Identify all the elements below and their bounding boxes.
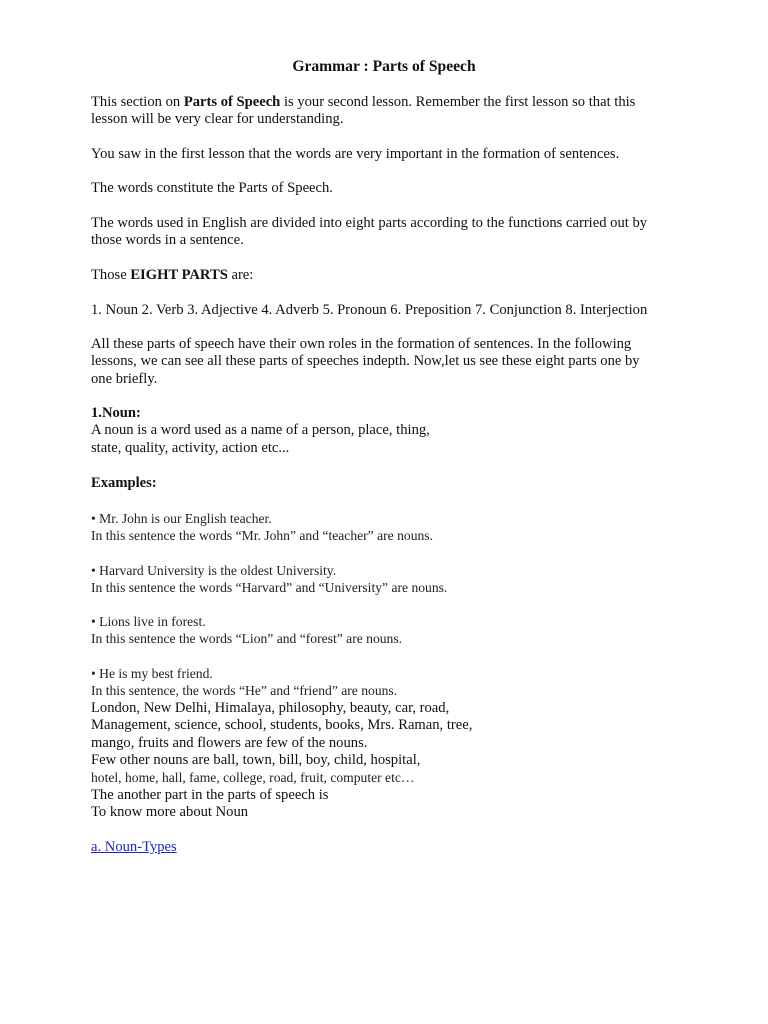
- example-3: [91, 613, 691, 648]
- example-2: [91, 562, 691, 597]
- example-sentence: • Lions live in forest.: [91, 614, 206, 629]
- intro-line: those words in a sentence.: [91, 232, 244, 249]
- noun-list-line: hotel, home, hall, fame, college, road, fruit, computer etc…: [91, 770, 415, 786]
- example-1: [91, 510, 691, 545]
- examples-heading-block: [91, 475, 691, 492]
- intro-paragraph-5: [91, 267, 691, 284]
- intro-paragraph-1: [91, 94, 691, 129]
- intro-paragraph-4: [91, 215, 691, 250]
- noun-list-line: London, New Delhi, Himalaya, philosophy, beauty, car, road,: [91, 699, 450, 716]
- page-title: Grammar : Parts of Speech: [292, 58, 476, 75]
- intro-paragraph-3: [91, 180, 691, 197]
- definition-line: state, quality, activity, action etc...: [91, 439, 290, 456]
- intro-text: are:: [227, 267, 254, 283]
- link-block: [91, 839, 691, 856]
- section-heading: 1.Noun:: [91, 405, 141, 421]
- noun-section: [91, 405, 691, 457]
- intro-paragraph-7: [91, 336, 691, 388]
- intro-line: [91, 94, 691, 111]
- definition-line: A noun is a word used as a name of a person, place, thing,: [91, 422, 430, 439]
- example-explanation: In this sentence the words “Lion” and “forest” are nouns.: [91, 631, 403, 647]
- intro-line: [91, 267, 691, 284]
- bold-term: Parts of Speech: [183, 94, 281, 110]
- example-sentence: • Harvard University is the oldest University.: [91, 563, 337, 578]
- intro-text: is your second lesson. Remember the first lesson so that this: [280, 94, 636, 110]
- intro-line: The words used in English are divided into eight parts according to the functions carried out by: [91, 215, 648, 231]
- document-page: [91, 0, 691, 1024]
- parts-list-line: 1. Noun 2. Verb 3. Adjective 4. Adverb 5. Pronoun 6. Preposition 7. Conjunction 8. Interjection: [91, 302, 648, 318]
- parts-list: [91, 302, 691, 319]
- noun-list-line: mango, fruits and flowers are few of the nouns.: [91, 734, 368, 751]
- intro-line: All these parts of speech have their own roles in the formation of sentences. In the following: [91, 336, 632, 352]
- intro-text: Those: [91, 267, 131, 283]
- more-about-line: To know more about Noun: [91, 804, 249, 821]
- example-explanation: In this sentence, the words “He” and “friend” are nouns.: [91, 683, 398, 699]
- example-sentence: • He is my best friend.: [91, 666, 213, 681]
- intro-line: lesson will be very clear for understanding.: [91, 111, 344, 128]
- intro-line: lessons, we can see all these parts of speeches indepth. Now,let us see these eight parts one by: [91, 353, 640, 370]
- noun-list-line: Few other nouns are ball, town, bill, boy, child, hospital,: [91, 752, 421, 769]
- example-explanation: In this sentence the words “Harvard” and “University” are nouns.: [91, 580, 448, 596]
- intro-line: You saw in the first lesson that the words are very important in the formation of sentences.: [91, 146, 620, 162]
- intro-line: The words constitute the Parts of Speech.: [91, 180, 333, 196]
- intro-text: This section on: [91, 94, 184, 110]
- examples-heading: Examples:: [91, 475, 157, 491]
- example-4: [91, 665, 691, 822]
- example-sentence: • Mr. John is our English teacher.: [91, 511, 272, 526]
- noun-list-line: Management, science, school, students, books, Mrs. Raman, tree,: [91, 717, 473, 734]
- example-explanation: In this sentence the words “Mr. John” and “teacher” are nouns.: [91, 528, 433, 544]
- intro-paragraph-2: [91, 146, 691, 163]
- intro-line: one briefly.: [91, 370, 158, 387]
- noun-types-link[interactable]: a. Noun-Types: [91, 839, 177, 855]
- next-part-line: The another part in the parts of speech is: [91, 786, 329, 803]
- bold-term: EIGHT PARTS: [130, 267, 228, 283]
